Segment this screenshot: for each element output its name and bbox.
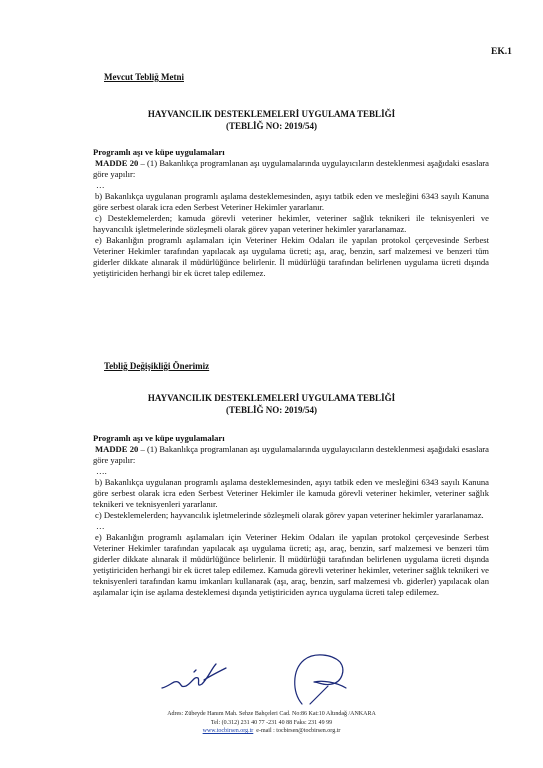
footer-contact (0, 727, 543, 736)
current-title (0, 108, 543, 132)
signature-right (288, 652, 352, 708)
footer-phone: Tel: (0.312) 231 40 77 -231 40 88 Faks: 231 49 99 (210, 719, 333, 726)
current-madde-text: – (1) Bakanlıkça programlanan aşı uygulamalarında uygulayıcıların desteklenmesi aşağıdaki esaslara göre yapılır: (93, 158, 489, 179)
footer (0, 710, 543, 736)
proposal-paragraph-c: c) Desteklemelerden; hayvancılık işletmelerinde sözleşmeli olarak görev yapan veteriner hekimler yararlanamaz. (95, 510, 484, 520)
current-section-label: Mevcut Tebliğ Metni (104, 72, 184, 82)
current-madde (93, 158, 489, 180)
footer-email: e-mail : tocbirsen@tocbirsen.org.tr (256, 728, 341, 734)
current-paragraph-b: b) Bakanlıkça uygulanan programlı aşılama desteklemesinden, aşıyı tatbik eden ve mesleğini 6343 sayılı Kanuna göre serbest olarak icra eden Serbest Veteriner Hekimler yararlanır. (93, 191, 489, 212)
current-ellipsis: … (96, 180, 105, 190)
proposal-section-label: Tebliğ Değişikliği Önerimiz (104, 361, 210, 371)
current-subheading: Programlı aşı ve küpe uygulamaları (93, 147, 225, 157)
proposal-subheading: Programlı aşı ve küpe uygulamaları (93, 433, 225, 443)
proposal-article-text (93, 444, 489, 598)
current-paragraph-c: c) Desteklemelerden; kamuda görevli veteriner hekimler, veteriner sağlık teknikeri ile teknisyenleri ve hayvancılık işletmelerinde sözleşmeli olarak görev yapan veteriner hekimler yararlanamaz. (93, 213, 489, 234)
proposal-title-line1: HAYVANCILIK DESTEKLEMELERİ UYGULAMA TEBLİĞİ (147, 393, 396, 403)
current-article-text (93, 158, 489, 279)
proposal-madde-text: – (1) Bakanlıkça programlanan aşı uygulamalarında uygulayıcıların desteklenmesi aşağıdaki esaslara göre yapılır: (93, 444, 489, 465)
proposal-paragraph-e: e) Bakanlığın programlı aşılamaları için Veteriner Hekim Odaları ile yapılan protokol çerçevesinde Serbest Veteriner Hekimler tarafından yapılacak aşı uygulama ücreti; aşı, araç, benzin, sarf malzemesi ve benzeri tüm giderler dikkate alınarak il müdürlüğünce belirlenir. İl müdürlüğü tarafından belirlenen uygulama ücreti dışında yetiştiriciden herhangi bir ek ücret talep edilemez. Kamuda görevli veteriner hekimler, veteriner sağlık teknikeri ve teknisyenleri tarafından kamu imkanları kullanarak (aşı, araç, benzin, sarf malzemesi vb. giderler) yapılacak olan aşılamalar için ise aşılama desteklemesi dışında yetiştiriciden ayrıca uygulama ücreti talep edilemez. (93, 532, 489, 597)
proposal-title-line2: (TEBLİĞ NO: 2019/54) (225, 405, 317, 415)
proposal-madde-label: MADDE 20 (95, 444, 139, 454)
proposal-ellipsis-2: … (96, 521, 105, 531)
signature-left (160, 658, 232, 694)
proposal-ellipsis-1: …. (96, 466, 107, 476)
current-madde-label: MADDE 20 (95, 158, 139, 168)
annex-label: EK.1 (491, 47, 512, 57)
website-link[interactable]: www.tocbirsen.org.tr (202, 728, 254, 734)
proposal-title (0, 392, 543, 416)
proposal-madde (93, 444, 489, 466)
proposal-paragraph-b: b) Bakanlıkça uygulanan programlı aşılama desteklemesinden, aşıyı tatbik eden ve mesleğini 6343 sayılı Kanuna göre serbest olarak icra eden Serbest Veteriner Hekimler ile kamuda görevli veteriner hekimler, veteriner sağlık teknikeri ve teknisyenleri yararlanır. (93, 477, 489, 509)
current-title-line2: (TEBLİĞ NO: 2019/54) (225, 121, 317, 131)
current-title-line1: HAYVANCILIK DESTEKLEMELERİ UYGULAMA TEBLİĞİ (147, 109, 396, 119)
current-paragraph-e: e) Bakanlığın programlı aşılamaları için Veteriner Hekim Odaları ile yapılan protokol çerçevesinde Serbest Veteriner Hekimler tarafından yapılacak aşı uygulama ücreti; aşı, araç, benzin, sarf malzemesi ve benzeri tüm giderler dikkate alınarak il müdürlüğünce belirlenir. İl müdürlüğü tarafından belirlenen uygulama ücreti dışında yetiştiriciden herhangi bir ek ücret talep edilemez. (93, 235, 489, 278)
footer-address: Adres: Zübeyde Hanım Mah. Sehze Bahçeleri Cad. No:86 Kat:10 Altındağ /ANKARA (167, 711, 376, 717)
